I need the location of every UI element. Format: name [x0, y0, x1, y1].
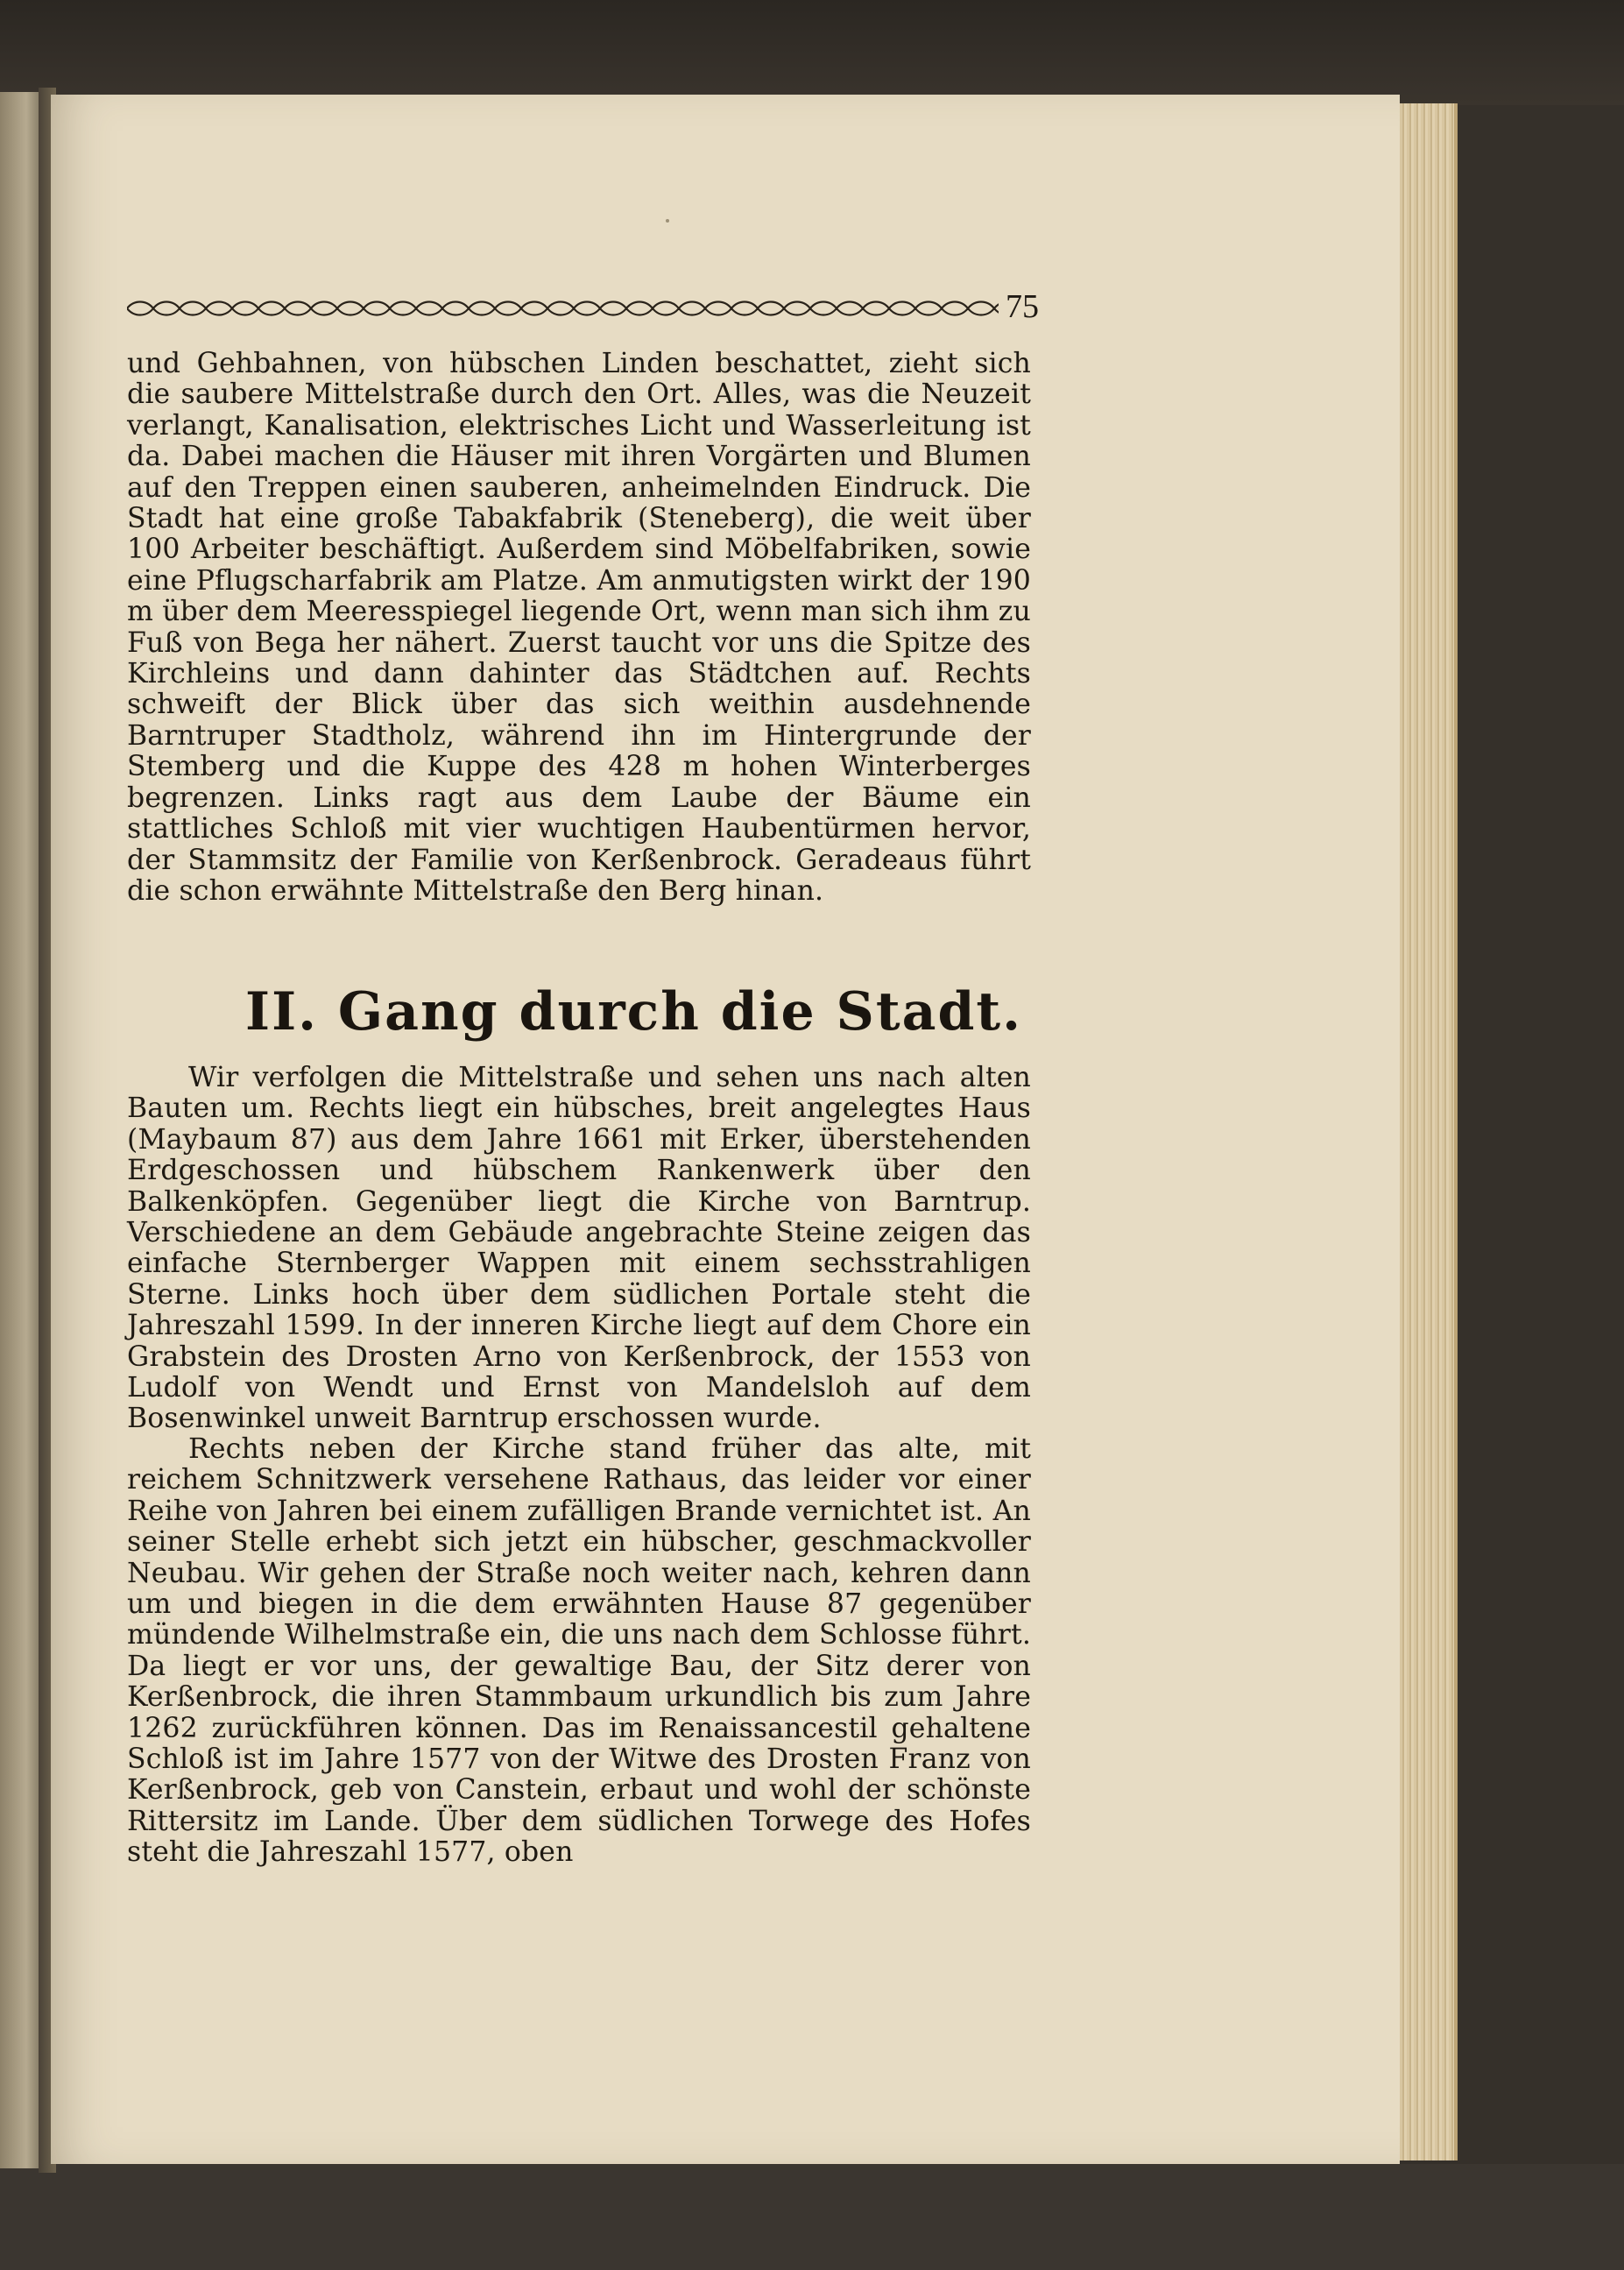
paragraph-text: Rechts neben der Kirche stand früher das alte, mit reichem Schnitzwerk versehene Rathaus, das leider vor einer Reihe von Jahren bei einem zufälligen Brande vernichtet ist. An seiner Stelle erhebt sich jetzt ein hübscher, geschmackvoller Neubau. Wir gehen der Straße noch weiter nach, kehren dann um und biegen in die dem erwähnten Hause 87 gegenüber mündende Wilhelmstraße ein, die uns nach dem Schlosse führt. Da liegt er vor uns, der gewaltige Bau, der Sitz derer von Kerßenbrock, die ihren Stammbaum urkundlich bis zum Jahre 1262 zurückführen können. Das im Renaissancestil gehaltene Schloß ist im Jahre 1577 von der Witwe des Drosten Franz von Kerßenbrock, geb von Canstein, erbaut und wohl der schönste Rittersitz im Lande. Über dem südlichen Torwege des Hofes steht die Jahreszahl 1577, oben [127, 1433, 1031, 1869]
facing-page-edge [0, 92, 44, 2168]
ink-speck [666, 219, 669, 223]
section-heading: II. Gang durch die Stadt. [245, 981, 1023, 1043]
ornament-wave-upper [127, 302, 999, 309]
page-header [127, 289, 1042, 328]
paragraph-continued [127, 349, 1031, 907]
paragraph [127, 1063, 1031, 1435]
header-ornament [127, 298, 999, 319]
paragraph [127, 1434, 1031, 1869]
paragraph-text: und Gehbahnen, von hübschen Linden beschattet, zieht sich die saubere Mittelstraße durch den Ort. Alles, was die Neuzeit verlangt, Kanalisation, elektrisches Licht und Wasserleitung ist da. Dabei machen die Häuser mit ihren Vorgärten und Blumen auf den Treppen einen sauberen, anheimelnden Eindruck. Die Stadt hat eine große Tabakfabrik (Steneberg), die weit über 100 Arbeiter beschäftigt. Außerdem sind Möbelfabriken, sowie eine Pflugscharfabrik am Platze. Am anmutigsten wirkt der 190 m über dem Meeresspiegel liegende Ort, wenn man sich ihm zu Fuß von Bega her nähert. Zuerst taucht vor uns die Spitze des Kirchleins und dann dahinter das Städtchen auf. Rechts schweift der Blick über das sich weithin ausdehnende Barntruper Stadtholz, während ihn im Hintergrunde der Stemberg und die Kuppe des 428 m hohen Winterberges begrenzen. Links ragt aus dem Laube der Bäume ein stattliches Schloß mit vier wuchtigen Haubentürmen hervor, der Stammsitz der Familie von Kerßenbrock. Geradeaus führt die schon erwähnte Mittelstraße den Berg hinan. [127, 348, 1031, 907]
scan-backdrop-top [0, 0, 1624, 105]
ornament-wave-lower [127, 308, 999, 315]
page-number: 75 [1006, 288, 1039, 325]
paragraph-text: Wir verfolgen die Mittelstraße und sehen uns nach alten Bauten um. Rechts liegt ein hübsches, breit angelegtes Haus (Maybaum 87) aus dem Jahre 1661 mit Erker, überstehenden Erdgeschossen und hübschem Rankenwerk über den Balkenköpfen. Gegenüber liegt die Kirche von Barntrup. Verschiedene an dem Gebäude angebrachte Steine zeigen das einfache Sternberger Wappen mit einem sechsstrahligen Sterne. Links hoch über dem südlichen Portale steht die Jahreszahl 1599. In der inneren Kirche liegt auf dem Chore ein Grabstein des Drosten Arno von Kerßenbrock, der 1553 von Ludolf von Wendt und Ernst von Mandelsloh auf dem Bosenwinkel unweit Barntrup erschossen wurde. [127, 1062, 1031, 1435]
scan-backdrop-bottom [0, 2164, 1624, 2270]
page-stack-edge [1393, 103, 1458, 2160]
